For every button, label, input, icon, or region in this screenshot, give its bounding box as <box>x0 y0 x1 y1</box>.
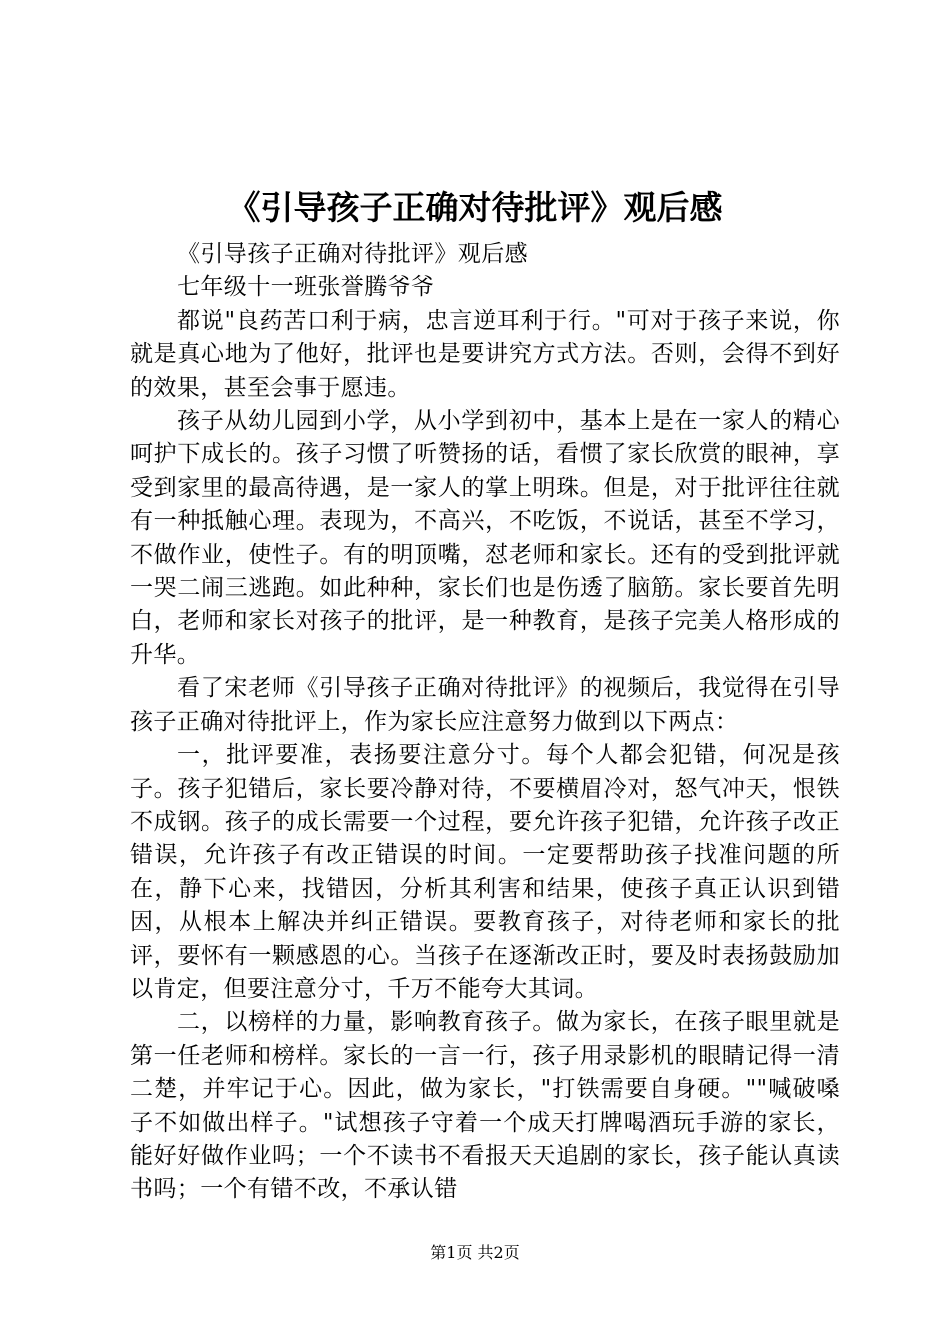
paragraph-author: 七年级十一班张誉腾爷爷 <box>177 274 435 301</box>
paragraph-1: 都说"良药苦口利于病，忠言逆耳利于行。"可对于孩子来说，你就是真心地为了他好，批评也是要讲究方式方法。否则，会得不到好的效果，甚至会事于愿违。 <box>130 307 840 401</box>
document-title: 《引导孩子正确对待批评》观后感 <box>227 188 723 227</box>
page-footer: 第1页 共2页 <box>430 1243 520 1262</box>
paragraph-5: 二，以榜样的力量，影响教育孩子。做为家长，在孩子眼里就是第一任老师和榜样。家长的一言一行，孩子用录影机的眼睛记得一清二楚，并牢记于心。因此，做为家长，"打铁需要自身硬。""喊破嗓子不如做出样子。"试想孩子守着一个成天打牌喝酒玩手游的家长，能好好做作业吗；一个不读书不看报天天追剧的家长，孩子能认真读书吗；一个有错不改，不承认错 <box>130 1009 840 1203</box>
paragraph-3: 看了宋老师《引导孩子正确对待批评》的视频后，我觉得在引导孩子正确对待批评上，作为家长应注意努力做到以下两点： <box>130 675 840 735</box>
document-body <box>130 238 840 1207</box>
paragraph-2: 孩子从幼儿园到小学，从小学到初中，基本上是在一家人的精心呵护下成长的。孩子习惯了听赞扬的话，看惯了家长欣赏的眼神，享受到家里的最高待遇，是一家人的掌上明珠。但是，对于批评往往就有一种抵触心理。表现为，不高兴，不吃饭，不说话，甚至不学习，不做作业，使性子。有的明顶嘴，怼老师和家长。还有的受到批评就一哭二闹三逃跑。如此种种，家长们也是伤透了脑筋。家长要首先明白，老师和家长对孩子的批评，是一种教育，是孩子完美人格形成的升华。 <box>130 408 840 668</box>
paragraph-subtitle: 《引导孩子正确对待批评》观后感 <box>177 241 528 267</box>
paragraph-4: 一，批评要准，表扬要注意分寸。每个人都会犯错，何况是孩子。孩子犯错后，家长要冷静对待，不要横眉冷对，怒气冲天，恨铁不成钢。孩子的成长需要一个过程，要允许孩子犯错，允许孩子改正错误，允许孩子有改正错误的时间。一定要帮助孩子找准问题的所在，静下心来，找错因，分析其利害和结果，使孩子真正认识到错因，从根本上解决并纠正错误。要教育孩子，对待老师和家长的批评，要怀有一颗感恩的心。当孩子在逐渐改正时，要及时表扬鼓励加以肯定，但要注意分寸，千万不能夸大其词。 <box>130 742 840 1002</box>
